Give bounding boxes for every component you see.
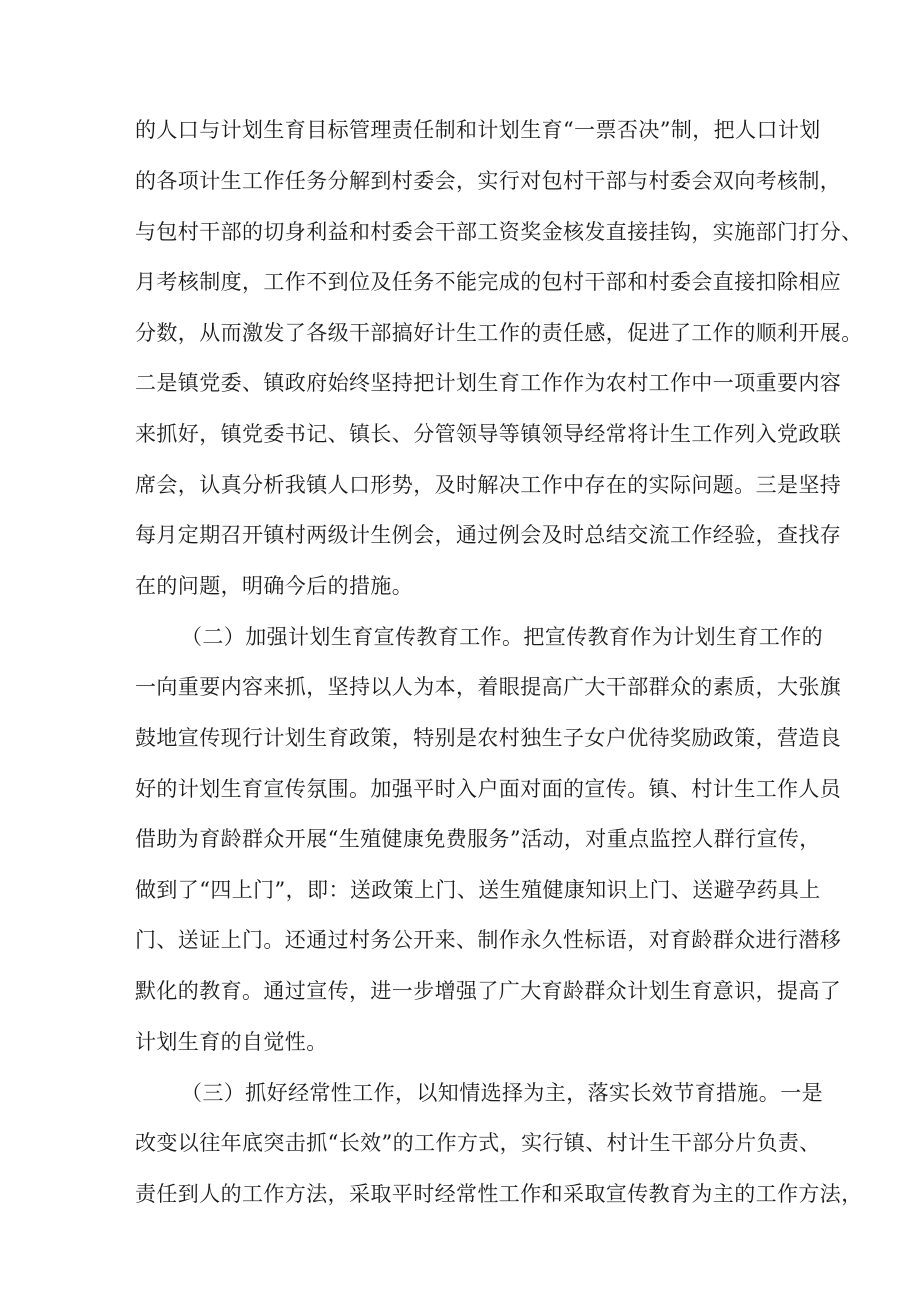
text-line: 门、送证上门。还通过村务公开来、制作永久性标语，对育龄群众进行潜移: [135, 928, 842, 952]
text-line: 鼓地宣传现行计划生育政策，特别是农村独生子女户优待奖励政策，营造良: [135, 726, 842, 750]
text-line: 席会，认真分析我镇人口形势，及时解决工作中存在的实际问题。三是坚持: [135, 473, 842, 497]
text-line: 做到了“四上门”，即：送政策上门、送生殖健康知识上门、送避孕药具上: [135, 878, 821, 902]
text-line: 分数，从而激发了各级干部搞好计生工作的责任感，促进了工作的顺利开展。: [135, 321, 863, 345]
paragraph-heading-2: （二）加强计划生育宣传教育工作。把宣传教育作为计划生育工作的: [181, 625, 823, 649]
text-line: 改变以往年底突击抓“长效”的工作方式，实行镇、村计生干部分片负责、: [135, 1131, 821, 1155]
text-line: 好的计划生育宣传氛围。加强平时入户面对面的宣传。镇、村计生工作人员: [135, 777, 842, 801]
text-line: 计划生育的自觉性。: [135, 1030, 328, 1054]
text-line: 默化的教育。通过宣传，进一步增强了广大育龄群众计划生育意识，提高了: [135, 979, 842, 1003]
text-line: 一向重要内容来抓，坚持以人为本，着眼提高广大干部群众的素质，大张旗: [135, 675, 842, 699]
text-line: 来抓好，镇党委书记、镇长、分管领导等镇领导经常将计生工作列入党政联: [135, 422, 842, 446]
text-line: 月考核制度，工作不到位及任务不能完成的包村干部和村委会直接扣除相应: [135, 270, 842, 294]
text-line: 每月定期召开镇村两级计生例会，通过例会及时总结交流工作经验，查找存: [135, 523, 842, 547]
paragraph-heading-3: （三）抓好经常性工作，以知情选择为主，落实长效节育措施。一是: [181, 1081, 823, 1105]
text-line: 责任到人的工作方法，采取平时经常性工作和采取宣传教育为主的工作方法，: [135, 1182, 863, 1206]
text-line: 的各项计生工作任务分解到村委会，实行对包村干部与村委会双向考核制，: [135, 169, 842, 193]
text-line: 的人口与计划生育目标管理责任制和计划生育“一票否决”制，把人口计划: [135, 118, 821, 142]
text-line: 二是镇党委、镇政府始终坚持把计划生育工作作为农村工作中一项重要内容: [135, 371, 842, 395]
text-line: 借助为育龄群众开展“生殖健康免费服务”活动，对重点监控人群行宣传，: [135, 827, 821, 851]
text-line: 与包村干部的切身利益和村委会干部工资奖金核发直接挂钩，实施部门打分、: [135, 220, 863, 244]
text-line: 在的问题，明确今后的措施。: [135, 574, 414, 598]
